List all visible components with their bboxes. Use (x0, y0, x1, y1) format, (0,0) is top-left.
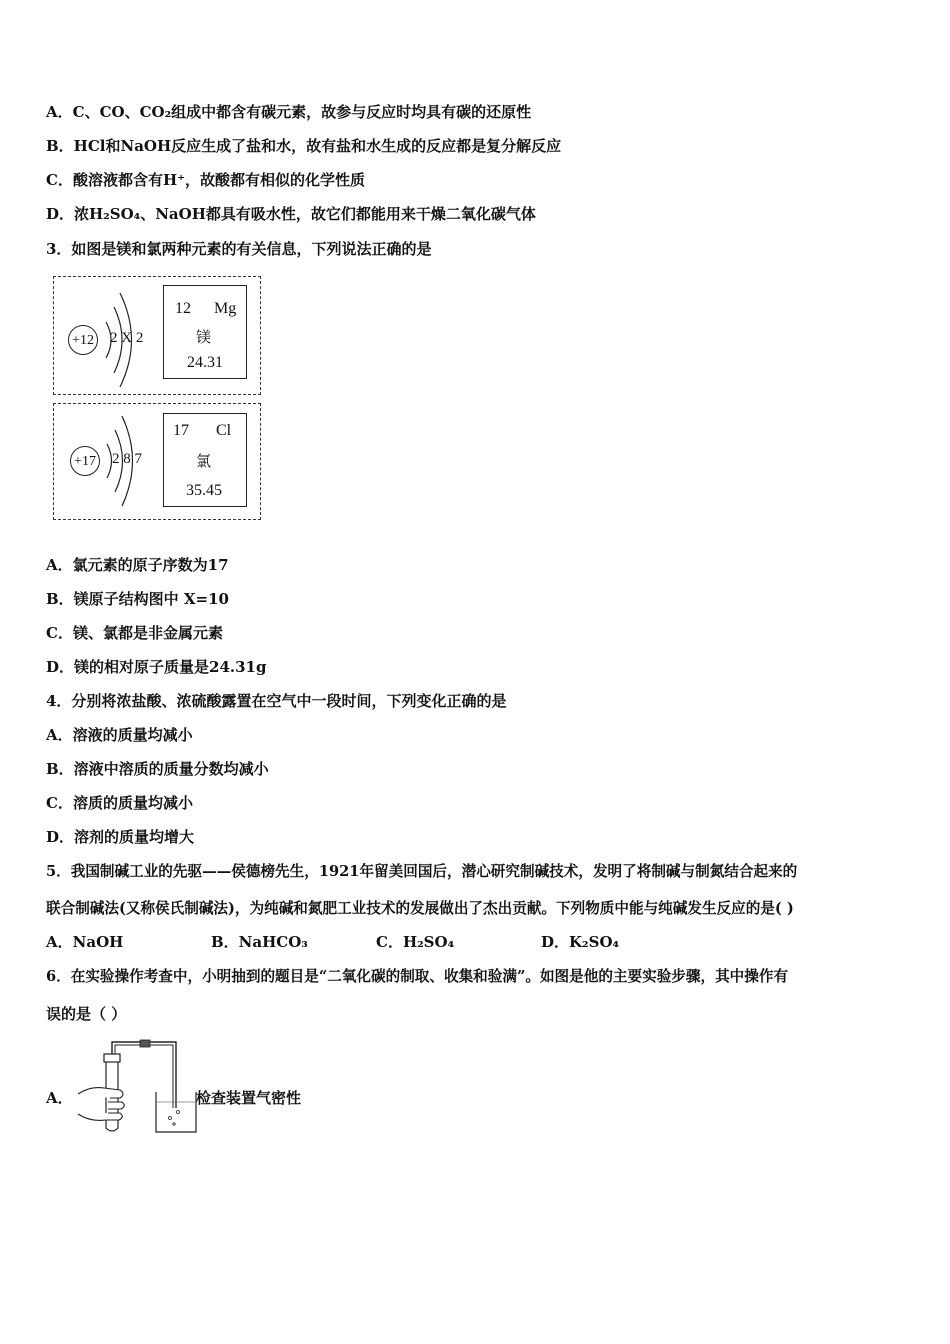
q5-option-a: A．NaOH (46, 933, 124, 951)
cl-symbol: Cl (216, 422, 232, 439)
q5-stem-line2: 联合制碱法(又称侯氏制碱法)，为纯碱和氮肥工业技术的发展做出了杰出贡献。下列物质中能与纯碱发生反应的是( ) (46, 900, 794, 917)
q6-option-a-label: A． (46, 1089, 73, 1107)
q2-option-b: B．HCl和NaOH反应生成了盐和水，故有盐和水生成的反应都是复分解反应 (46, 137, 562, 155)
cl-atomic-mass: 35.45 (186, 482, 222, 499)
q3-option-a: A．氯元素的原子序数为17 (46, 556, 229, 574)
cl-name: 氯 (196, 452, 212, 470)
q3-option-d: D．镁的相对原子质量是24.31g (46, 658, 267, 676)
q2-option-d: D．浓H₂SO₄、NaOH都具有吸水性，故它们都能用来干燥二氧化碳气体 (46, 205, 536, 223)
q6-stem-line2: 误的是（ ） (46, 1005, 127, 1023)
q3-option-b: B．镁原子结构图中 X=10 (46, 590, 229, 608)
airtightness-check-apparatus-icon (70, 1036, 200, 1136)
q2-option-a: A．C、CO、CO₂组成中都含有碳元素，故参与反应时均具有碳的还原性 (46, 103, 532, 121)
mg-name: 镁 (196, 328, 212, 346)
q4-option-a: A．溶液的质量均减小 (46, 726, 193, 744)
mg-atomic-mass: 24.31 (187, 354, 223, 371)
mg-nucleus: +12 (68, 325, 98, 355)
q3-option-c: C．镁、氯都是非金属元素 (46, 624, 223, 642)
cl-element-card (163, 413, 247, 507)
mg-symbol: Mg (214, 300, 237, 317)
q6-option-a-text: 检查装置气密性 (196, 1089, 302, 1107)
q5-option-b: B．NaHCO₃ (211, 933, 308, 951)
chlorine-diagram (53, 403, 261, 520)
cl-atomic-number: 17 (173, 422, 189, 439)
q3-stem: 3．如图是镁和氯两种元素的有关信息，下列说法正确的是 (46, 240, 432, 258)
q4-option-c: C．溶质的质量均减小 (46, 794, 193, 812)
mg-element-card (163, 285, 247, 379)
cl-shell-electrons: 2 8 7 (112, 451, 142, 467)
mg-shell-electrons: 2 X 2 (110, 330, 144, 346)
q4-option-d: D．溶剂的质量均增大 (46, 828, 195, 846)
q6-stem-line1: 6．在实验操作考查中，小明抽到的题目是“二氧化碳的制取、收集和验满”。如图是他的主要实验步骤，其中操作有 (46, 968, 789, 985)
q4-option-b: B．溶液中溶质的质量分数均减小 (46, 760, 269, 778)
cl-nucleus: +17 (70, 446, 100, 476)
magnesium-diagram (53, 276, 261, 395)
mg-atomic-number: 12 (175, 300, 191, 317)
q5-option-d: D．K₂SO₄ (541, 933, 620, 951)
q5-stem-line1: 5．我国制碱工业的先驱——侯德榜先生，1921年留美回国后，潜心研究制碱技术，发明了将制碱与制氮结合起来的 (46, 863, 798, 880)
q5-option-c: C．H₂SO₄ (376, 933, 455, 951)
q2-option-c: C．酸溶液都含有H⁺，故酸都有相似的化学性质 (46, 171, 366, 189)
q4-stem: 4．分别将浓盐酸、浓硫酸露置在空气中一段时间，下列变化正确的是 (46, 692, 507, 710)
